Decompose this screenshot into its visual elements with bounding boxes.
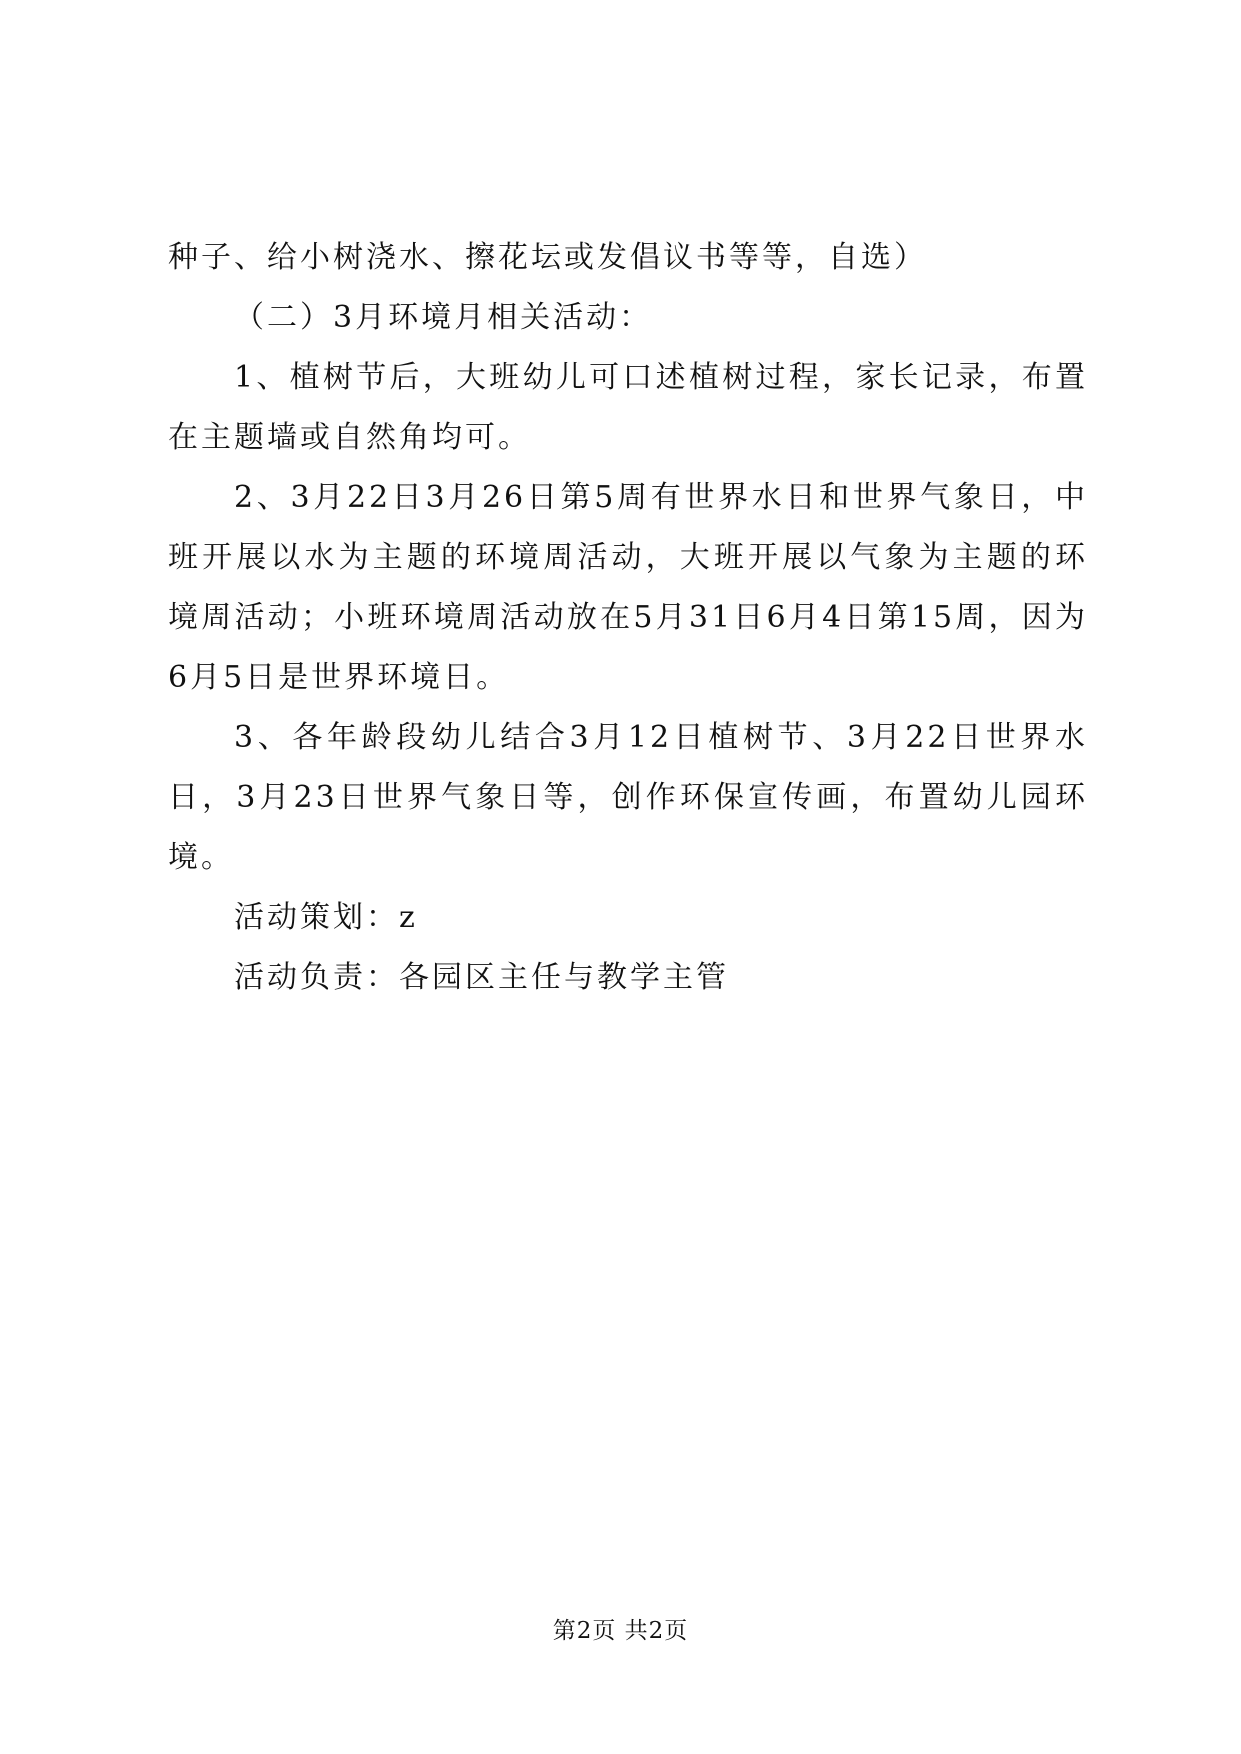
- section-heading: （二）3月环境月相关活动：: [234, 300, 653, 335]
- page-footer: 第2页 共2页: [552, 1618, 689, 1644]
- list-item-2: 2、3月22日3月26日第5周有世界水日和世界气象日，中班开展以水为主题的环境周活动，大班开展以气象为主题的环境周活动；小班环境周活动放在5月31日6月4日第15周，因为6月5日是世界环境日。: [168, 480, 1088, 695]
- document-body: [168, 228, 1088, 1008]
- activity-responsible: 活动负责：各园区主任与教学主管: [234, 960, 729, 995]
- paragraph-continuation: 种子、给小树浇水、擦花坛或发倡议书等等，自选）: [168, 240, 927, 275]
- list-item-1: 1、植树节后，大班幼儿可口述植树过程，家长记录，布置在主题墙或自然角均可。: [168, 360, 1088, 455]
- activity-planner: 活动策划：z: [234, 900, 418, 935]
- list-item-3: 3、各年龄段幼儿结合3月12日植树节、3月22日世界水日，3月23日世界气象日等，创作环保宣传画，布置幼儿园环境。: [168, 720, 1088, 875]
